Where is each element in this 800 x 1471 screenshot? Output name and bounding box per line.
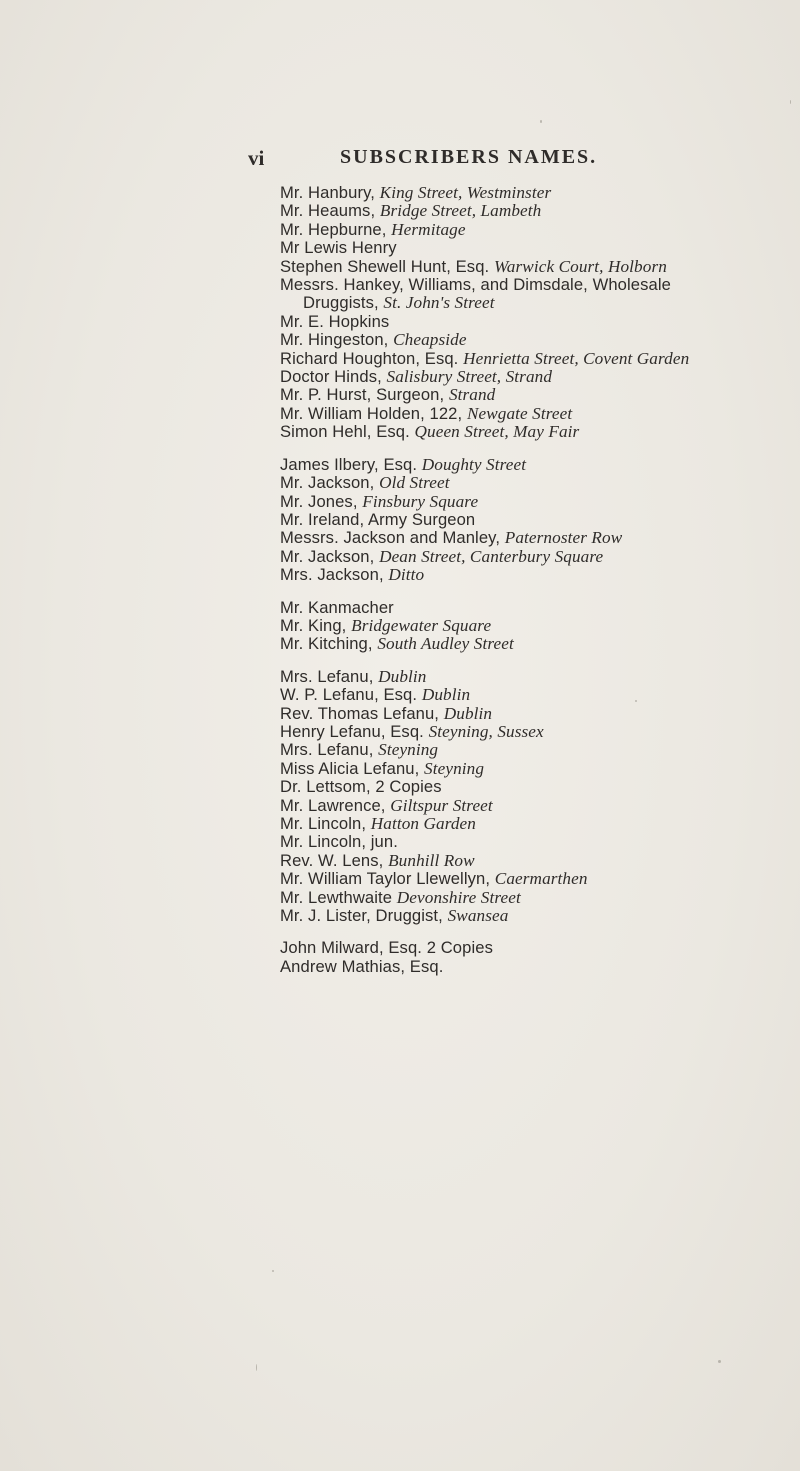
subscriber-entry [280,294,780,312]
subscriber-address: Salisbury Street, Strand [386,367,553,387]
subscriber-entry [280,474,780,492]
subscriber-address: Finsbury Square [362,491,479,511]
subscriber-name: Messrs. Jackson and Manley, [280,528,505,548]
subscriber-entry [280,668,780,686]
subscriber-entry [280,184,780,202]
subscriber-address: Dublin [443,703,493,723]
subscriber-entry [280,705,780,723]
subscriber-address: Bridge Street, Lambeth [379,201,542,221]
subscriber-group [280,939,780,976]
subscriber-name: W. P. Lefanu, Esq. [280,685,422,705]
subscriber-entry [280,386,780,404]
subscriber-address: Strand [448,385,496,405]
subscriber-entry [280,313,780,331]
subscriber-name: Henry Lefanu, Esq. [280,721,429,741]
subscriber-address: Paternoster Row [504,528,623,548]
subscriber-name: Mr. P. Hurst, Surgeon, [280,385,449,405]
subscriber-address: Caermarthen [494,869,588,889]
subscriber-address: Steyning [378,740,439,760]
subscriber-name: Doctor Hinds, [280,367,387,387]
subscriber-address: Hermitage [391,219,466,239]
subscriber-name: Mr Lewis Henry [280,238,397,258]
subscriber-name: Andrew Mathias, Esq. [280,956,444,976]
subscriber-entry [280,889,780,907]
subscriber-name: James Ilbery, Esq. [280,454,422,474]
subscriber-entry [280,870,780,888]
subscriber-entry [280,907,780,925]
subscriber-name: Druggists, [303,293,384,313]
page-number: vi [248,146,265,170]
subscriber-entry [280,723,780,741]
subscriber-name: Mr. Kitching, [280,634,378,654]
subscriber-address: Hatton Garden [370,814,476,833]
subscriber-address: Cheapside [393,330,467,350]
subscriber-entry [280,566,780,584]
subscriber-name: Mr. Kanmacher [280,597,394,617]
subscriber-entry [280,958,780,976]
subscriber-entry [280,331,780,349]
subscriber-name: Mr. William Holden, 122, [280,403,467,423]
subscriber-entry [280,635,780,653]
subscriber-name: Rev. W. Lens, [280,850,389,870]
paper-speck [540,120,542,123]
subscriber-entry [280,423,780,441]
subscriber-entry [280,276,780,294]
subscriber-entry [280,741,780,759]
subscriber-name: Mrs. Lefanu, [280,740,379,760]
subscriber-entry [280,239,780,257]
subscriber-address: Bunhill Row [388,850,475,870]
subscriber-entry [280,778,780,796]
subscriber-name: Mrs. Lefanu, [280,666,379,686]
paper-speck [718,1360,721,1363]
subscriber-address: Swansea [447,906,509,926]
subscriber-entry [280,548,780,566]
subscriber-address: Dublin [421,685,471,705]
subscriber-entry [280,258,780,276]
subscriber-name: Dr. Lettsom, 2 Copies [280,777,442,797]
subscriber-group [280,184,780,442]
subscriber-address: Ditto [388,565,425,585]
subscriber-name: Mr. Lincoln, jun. [280,832,398,852]
subscriber-entry [280,617,780,635]
subscriber-name: Messrs. Hankey, Williams, and Dimsdale, Wholesale [280,275,671,295]
subscriber-entry [280,221,780,239]
subscriber-entry [280,599,780,617]
paper-speck [256,1364,257,1371]
subscriber-address: Doughty Street [421,454,527,474]
subscriber-name: Mr. William Taylor Llewellyn, [280,869,495,889]
subscriber-list [280,184,780,990]
subscriber-name: Mr. Jackson, [280,546,380,566]
subscriber-address: Newgate Street [466,403,573,423]
subscriber-entry [280,529,780,547]
subscriber-group [280,599,780,654]
subscriber-name: Mr. Heaums, [280,201,380,221]
subscriber-entry [280,368,780,386]
subscriber-address: Steyning, Sussex [428,721,544,741]
subscriber-name: Mr. Lincoln, [280,814,371,833]
subscriber-entry [280,797,780,815]
subscriber-group [280,456,780,585]
paper-speck [790,100,791,104]
subscriber-name: Richard Houghton, Esq. [280,348,464,368]
subscriber-address: St. John's Street [383,293,495,313]
subscriber-name: John Milward, Esq. 2 Copies [280,938,493,958]
subscriber-address: Henrietta Street, Covent Garden [463,348,690,368]
paper-speck [272,1270,274,1272]
paper-speck [635,700,637,702]
subscriber-name: Mr. Jackson, [280,473,380,493]
subscriber-name: Mr. Lawrence, [280,795,391,815]
subscriber-entry [280,456,780,474]
subscriber-entry [280,405,780,423]
subscriber-name: Mr. Jones, [280,491,363,511]
subscriber-entry [280,686,780,704]
subscriber-name: Mr. Hanbury, [280,183,380,202]
subscriber-name: Mr. Lewthwaite [280,887,397,907]
subscriber-entry [280,202,780,220]
subscriber-address: Dublin [378,666,427,686]
subscriber-address: Old Street [379,473,450,493]
subscriber-entry [280,815,780,833]
subscriber-address: South Audley Street [377,634,514,654]
subscriber-address: Giltspur Street [390,795,493,815]
subscriber-address: Dean Street, Canterbury Square [379,546,604,566]
subscriber-name: Miss Alicia Lefanu, [280,758,425,778]
subscriber-address: Queen Street, May Fair [414,422,580,442]
subscriber-name: Mr. King, [280,615,352,635]
subscriber-name: Simon Hehl, Esq. [280,422,415,442]
subscriber-name: Rev. Thomas Lefanu, [280,703,444,723]
subscriber-group [280,668,780,926]
subscriber-name: Mrs. Jackson, [280,565,389,585]
subscriber-address: King Street, Westminster [379,183,552,202]
subscriber-entry [280,939,780,957]
subscriber-entry [280,493,780,511]
subscriber-address: Bridgewater Square [351,615,492,635]
subscriber-name: Mr. Hepburne, [280,219,392,239]
subscriber-address: Steyning [424,758,485,778]
subscriber-name: Mr. Hingeston, [280,330,394,350]
subscriber-entry [280,852,780,870]
subscriber-name: Mr. Ireland, Army Surgeon [280,509,476,529]
subscriber-address: Devonshire Street [396,887,521,907]
subscriber-entry [280,511,780,529]
subscriber-entry [280,350,780,368]
subscriber-name: Stephen Shewell Hunt, Esq. [280,256,494,276]
subscriber-name: Mr. J. Lister, Druggist, [280,906,448,926]
running-head: SUBSCRIBERS NAMES. [340,146,598,168]
subscriber-address: Warwick Court, Holborn [493,256,667,276]
subscriber-name: Mr. E. Hopkins [280,311,390,331]
subscriber-entry [280,833,780,851]
subscriber-entry [280,760,780,778]
